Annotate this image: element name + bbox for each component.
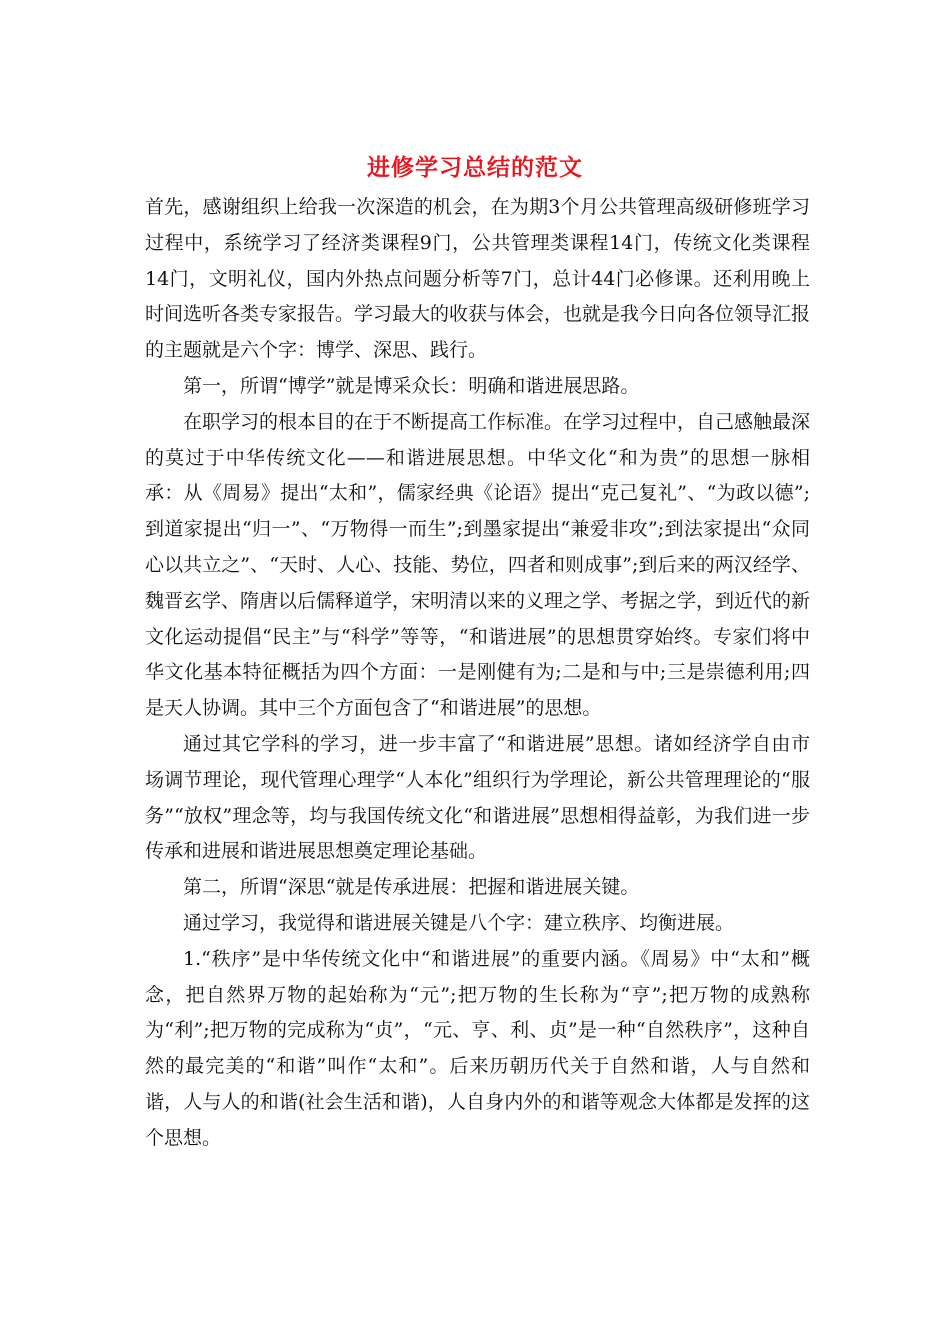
paragraph-harmony-tradition: 在职学习的根本目的在于不断提高工作标准。在学习过程中，自己感触最深的莫过于中华传统文化——和谐进展思想。中华文化“和为贵”的思想一脉相承：从《周易》提出“太和”，儒家经典《论语》提出“克己复礼”、“为政以德”;到道家提出“归一”、“万物得一而生”;到墨家提出“兼爱非攻”;到法家提出“众同心以共立之”、“天时、人心、技能、势位，四者和则成事”;到后来的两汉经学、魏晋玄学、隋唐以后儒释道学，宋明清以来的义理之学、考据之学，到近代的新文化运动提倡“民主”与“科学”等等，“和谐进展”的思想贯穿始终。专家们将中华文化基本特征概括为四个方面：一是刚健有为;二是和与中;三是崇德利用;四是天人协调。其中三个方面包含了“和谐进展”的思想。 [145,410,811,720]
paragraph-section-one-heading: 第一，所谓“博学”就是博采众长：明确和谐进展思路。 [183,374,640,397]
paragraph-key-words: 通过学习，我觉得和谐进展关键是八个字：建立秩序、均衡进展。 [183,911,735,934]
paragraph-order-item-1: 1.“秩序”是中华传统文化中“和谐进展”的重要内涵。《周易》中“太和”概念，把自然界万物的起始称为“元”;把万物的生长称为“亨”;把万物的成熟称为“利”;把万物的完成称为“贞”，“元、亨、利、贞”是一种“自然秩序”，这种自然的最完美的“和谐”叫作“太和”。后来历朝历代关于自然和谐，人与自然和谐，人与人的和谐(社会生活和谐)，人自身内外的和谐等观念大体都是发挥的这个思想。 [145,947,810,1149]
paragraph-intro: 首先，感谢组织上给我一次深造的机会，在为期3个月公共管理高级研修班学习过程中，系统学习了经济类课程9门，公共管理类课程14门，传统文化类课程14门，文明礼仪，国内外热点问题分析等7门，总计44门必修课。还利用晚上时间选听各类专家报告。学习最大的收获与体会，也就是我今日向各位领导汇报的主题就是六个字：博学、深思、践行。 [145,196,811,362]
paragraph-section-two-heading: 第二，所谓“深思“就是传承进展：把握和谐进展关键。 [183,876,640,899]
paragraph-other-disciplines: 通过其它学科的学习，进一步丰富了“和谐进展”思想。诸如经济学自由市场调节理论，现代管理心理学“人本化”组织行为学理论，新公共管理理论的“服务”“放权”理念等，均与我国传统文化“和谐进展”思想相得益彰，为我们进一步传承和进展和谐进展思想奠定理论基础。 [145,732,810,863]
document-title: 进修学习总结的范文 [367,154,583,181]
document-body [145,190,810,1157]
